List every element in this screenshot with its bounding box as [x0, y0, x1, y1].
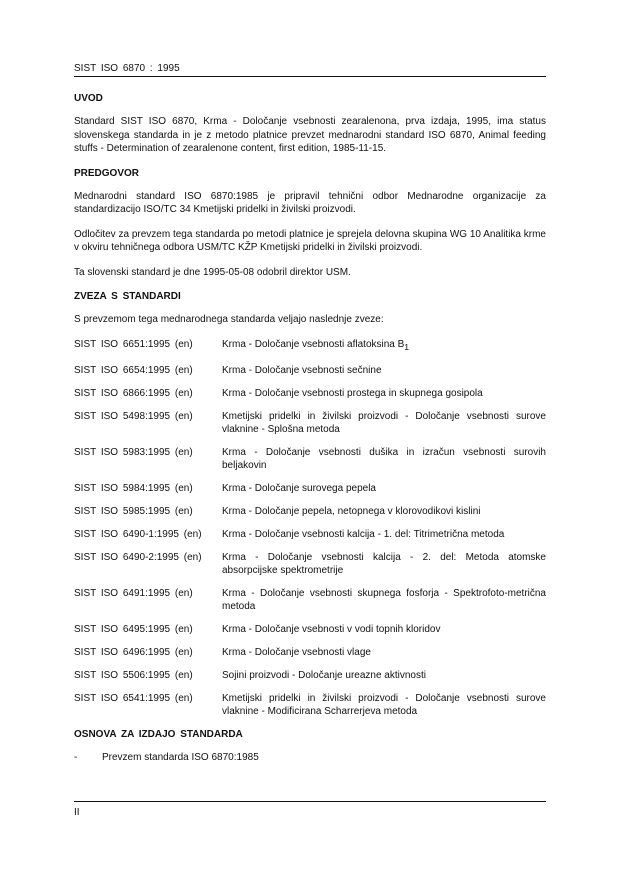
reference-list [74, 338, 546, 718]
reference-code: SIST ISO 6490-2:1995 (en) [74, 551, 202, 563]
reference-row [74, 505, 546, 518]
section-heading-zveza: ZVEZA S STANDARDI [74, 291, 181, 302]
reference-title: Krma - Določanje vsebnosti prostega in skupnega gosipola [222, 387, 483, 399]
reference-title: Kmetijski pridelki in živilski proizvodi - Določanje vsebnosti surove vlaknine - Splošna metoda [222, 410, 546, 435]
reference-code: SIST ISO 5984:1995 (en) [74, 482, 193, 494]
reference-title: Krma - Določanje vsebnosti dušika in izračun vsebnosti surovih beljakovin [222, 446, 546, 471]
reference-row [74, 669, 546, 682]
reference-row [74, 623, 546, 636]
uvod-paragraph: Standard SIST ISO 6870, Krma - Določanje vsebnosti zearalenona, prva izdaja, 1995, ima status slovenskega standarda in je z metodo platnice prevzet mednarodni standard ISO 6870, Animal feeding stuffs - Determination of zearalenone content, first edition, 1985-11-15. [74, 116, 546, 154]
reference-title: Krma - Določanje vsebnosti v vodi topnih kloridov [222, 623, 441, 635]
reference-row [74, 338, 546, 354]
reference-code: SIST ISO 6651:1995 (en) [74, 338, 193, 350]
footer-rule [74, 801, 546, 802]
reference-code: SIST ISO 6495:1995 (en) [74, 623, 193, 635]
list-dash: - [74, 751, 78, 763]
reference-code: SIST ISO 6496:1995 (en) [74, 646, 193, 658]
reference-title: Krma - Določanje surovega pepela [222, 482, 376, 494]
reference-title: Krma - Določanje vsebnosti aflatoksina $B_1$ [222, 338, 409, 352]
reference-code: SIST ISO 6866:1995 (en) [74, 387, 193, 399]
predgovor-paragraph: Ta slovenski standard je dne 1995-05-08 odobril direktor USM. [74, 266, 351, 278]
basis-list-item [74, 751, 546, 764]
reference-row [74, 551, 546, 577]
reference-row [74, 410, 546, 436]
reference-row [74, 587, 546, 613]
header-rule [74, 76, 546, 77]
reference-subscript: 1 [404, 341, 409, 352]
reference-title: Krma - Določanje vsebnosti kalcija - 1. del: Titrimetrična metoda [222, 528, 505, 540]
zveza-intro: S prevzemom tega mednarodnega standarda veljajo naslednje zveze: [74, 314, 384, 325]
reference-row [74, 446, 546, 472]
reference-title: Krma - Določanje vsebnosti skupnega fosforja - Spektrofoto-metrična metoda [222, 587, 546, 612]
reference-title: Kmetijski pridelki in živilski proizvodi - Določanje vsebnosti surove vlaknine - Modificirana Scharrerjeva metoda [222, 692, 546, 717]
section-heading-predgovor: PREDGOVOR [74, 167, 140, 179]
document-header-id: SIST ISO 6870 : 1995 [74, 63, 180, 74]
section-heading-osnova: OSNOVA ZA IZDAJO STANDARDA [74, 728, 243, 740]
reference-title: Krma - Določanje vsebnosti sečnine [222, 364, 382, 376]
reference-row [74, 364, 546, 377]
reference-row [74, 482, 546, 495]
reference-row [74, 692, 546, 718]
basis-item-text: Prevzem standarda ISO 6870:1985 [102, 751, 259, 763]
reference-code: SIST ISO 5498:1995 (en) [74, 410, 193, 422]
reference-code: SIST ISO 6491:1995 (en) [74, 587, 193, 599]
reference-row [74, 387, 546, 400]
section-heading-uvod: UVOD [74, 93, 103, 104]
reference-title: Krma - Določanje vsebnosti vlage [222, 646, 371, 658]
reference-code: SIST ISO 5506:1995 (en) [74, 669, 193, 681]
reference-code: SIST ISO 5985:1995 (en) [74, 505, 193, 517]
predgovor-paragraph: Odločitev za prevzem tega standarda po metodi platnice je sprejela delovna skupina WG 10 Analitika krme v okviru tehničnega odbora USM/TC KŽP Kmetijski pridelki in živilski proizvodi. [74, 228, 546, 253]
reference-title: Sojini proizvodi - Določanje ureazne aktivnosti [222, 669, 426, 681]
reference-code: SIST ISO 6490-1:1995 (en) [74, 528, 202, 540]
predgovor-paragraph: Mednarodni standard ISO 6870:1985 je pripravil tehnični odbor Mednarodne organizacije za standardizacijo ISO/TC 34 Kmetijski pridelki in živilski proizvodi. [74, 190, 546, 215]
reference-row [74, 528, 546, 541]
reference-code: SIST ISO 6541:1995 (en) [74, 692, 193, 704]
page-number: II [74, 807, 80, 818]
reference-code: SIST ISO 5983:1995 (en) [74, 446, 193, 458]
reference-title: Krma - Določanje pepela, netopnega v klorovodikovi kislini [222, 505, 481, 517]
reference-title: Krma - Določanje vsebnosti kalcija - 2. del: Metoda atomske absorpcijske spektrometrije [222, 551, 546, 576]
reference-row [74, 646, 546, 659]
document-body [74, 92, 546, 764]
reference-code: SIST ISO 6654:1995 (en) [74, 364, 193, 376]
